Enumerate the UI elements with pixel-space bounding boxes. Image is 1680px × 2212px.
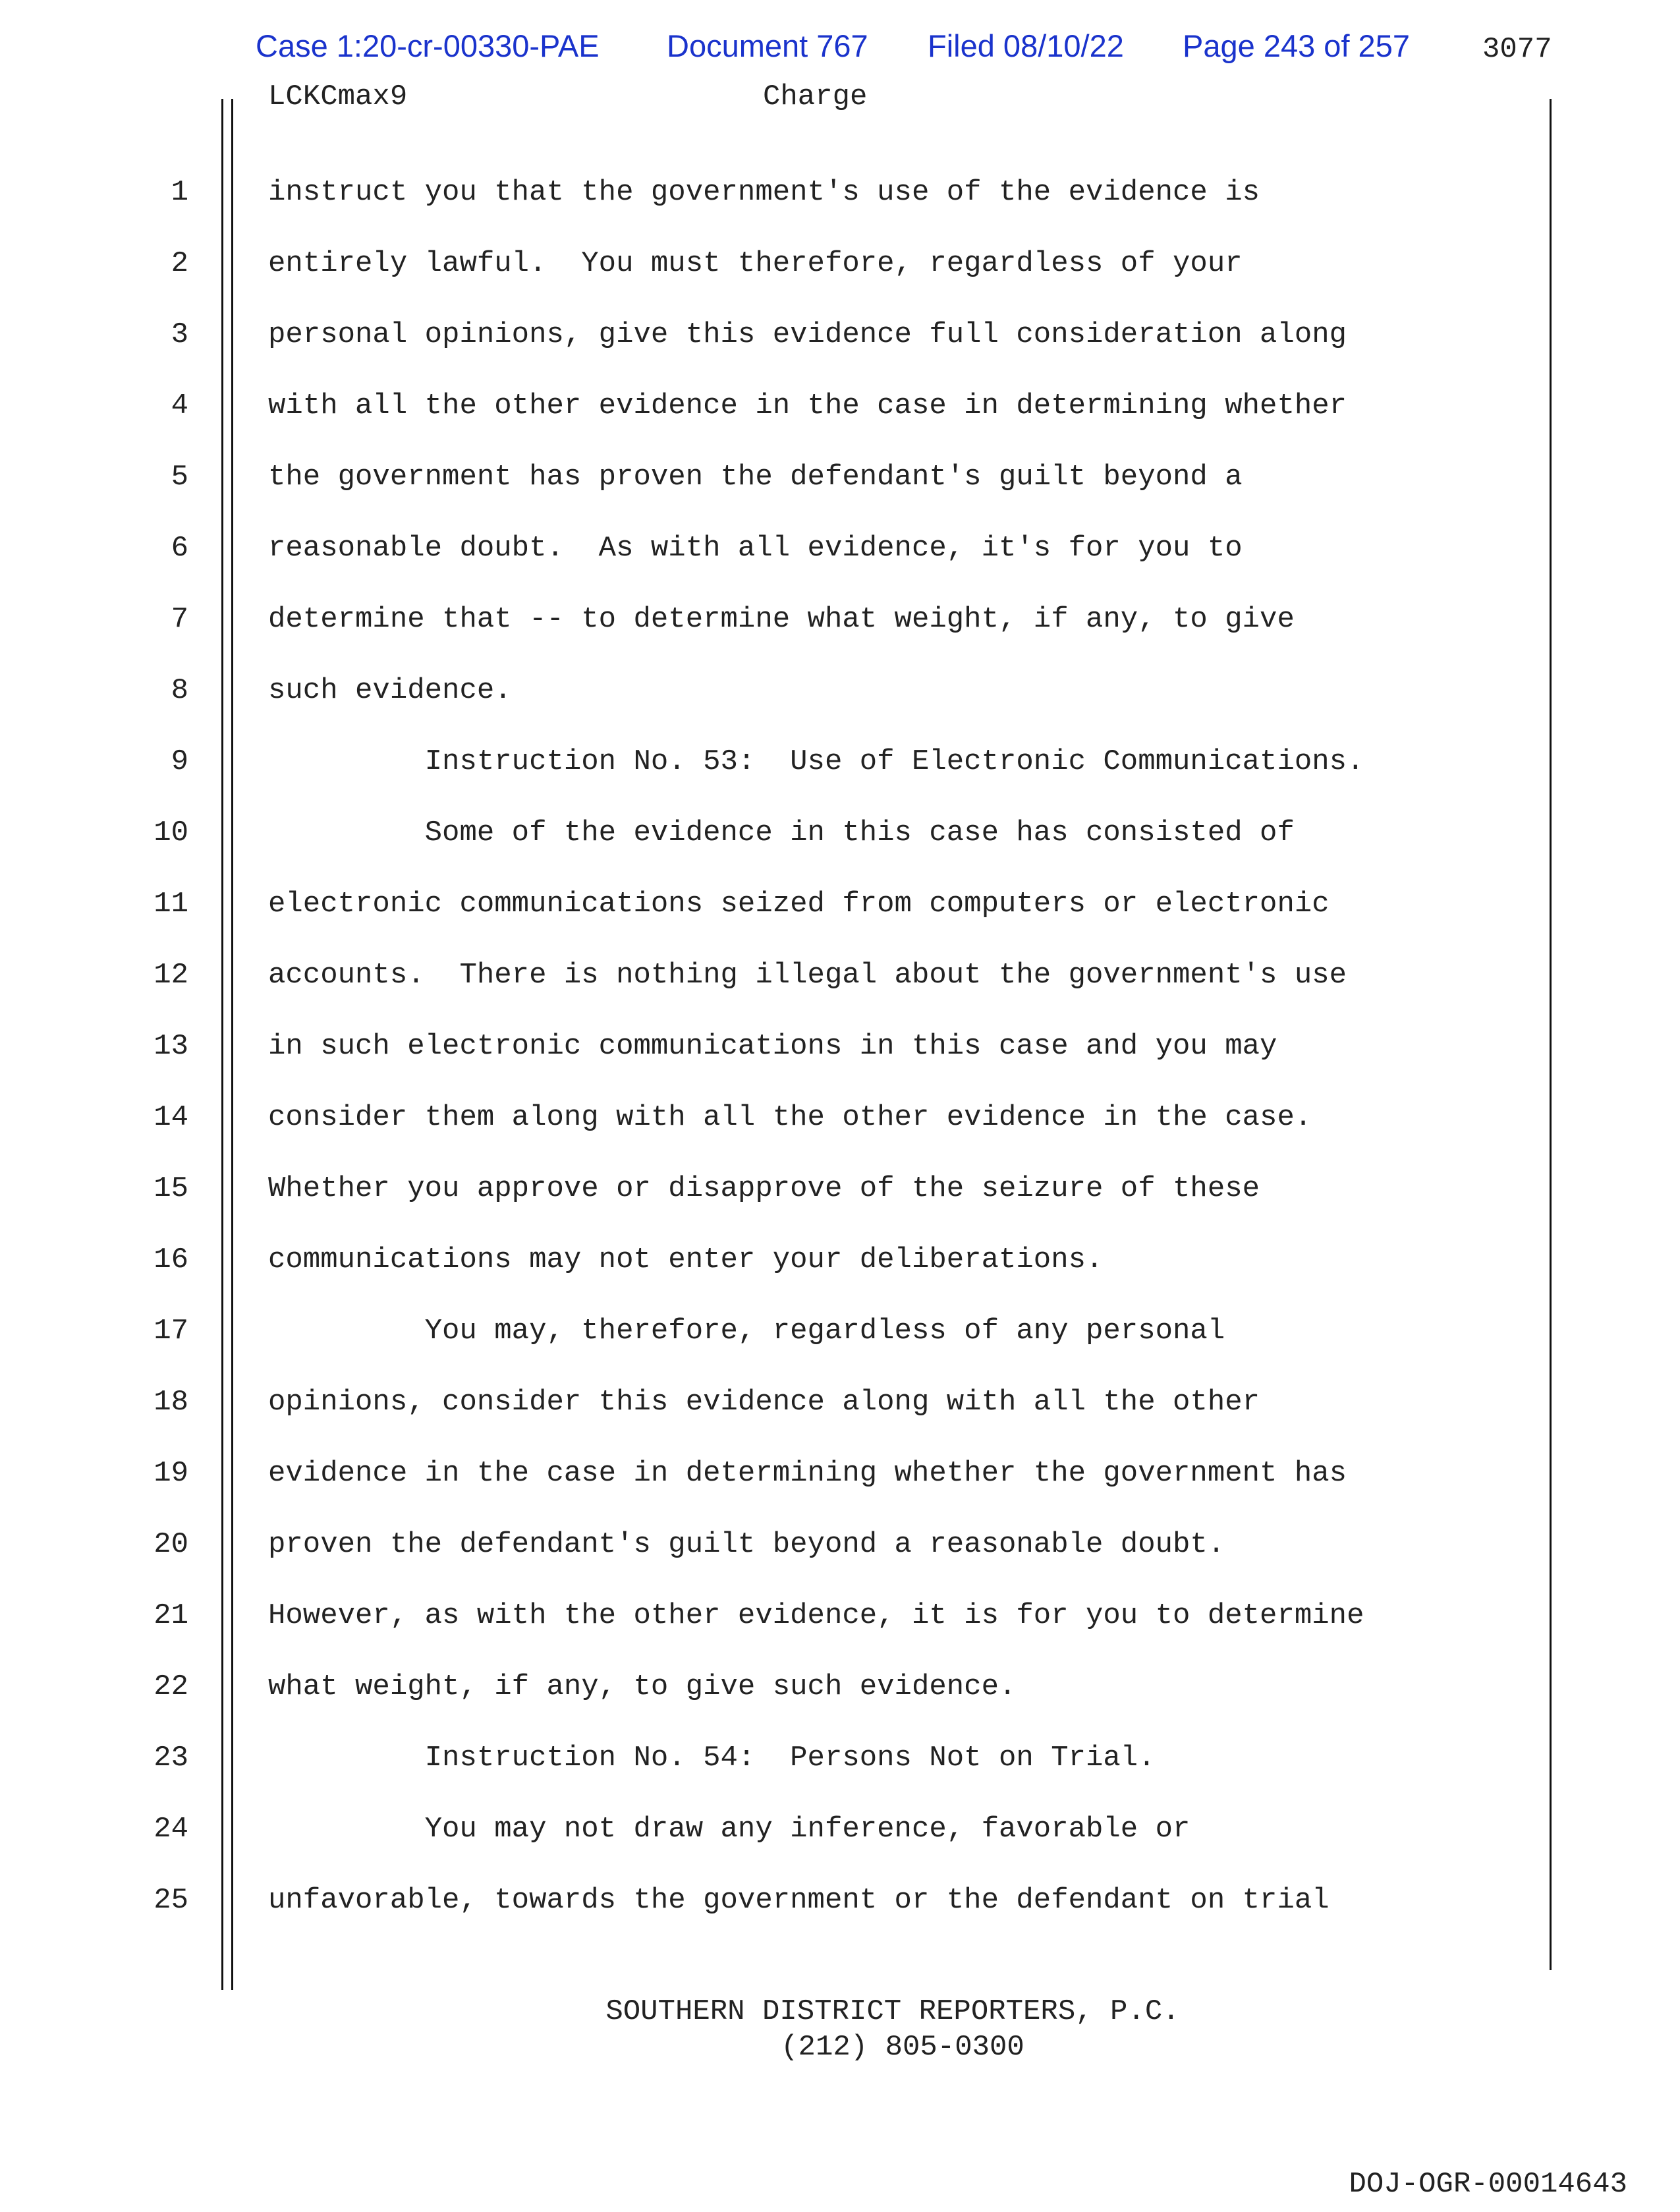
line-number: 8 — [171, 674, 188, 707]
line-number: 6 — [171, 532, 188, 565]
line-number: 12 — [154, 959, 188, 992]
line-number: 10 — [154, 816, 188, 849]
line-number: 9 — [171, 745, 188, 778]
transcript-line — [0, 1596, 1680, 1667]
line-text: Whether you approve or disapprove of the seizure of these — [268, 1172, 1260, 1205]
line-number: 18 — [154, 1386, 188, 1419]
line-number: 20 — [154, 1528, 188, 1561]
transcript-line — [0, 1881, 1680, 1952]
transcript-line — [0, 742, 1680, 813]
caption-id: LCKCmax9 — [268, 80, 408, 113]
transcript-line — [0, 1454, 1680, 1525]
line-number: 3 — [171, 318, 188, 351]
footer-phone: (212) 805-0300 — [781, 2031, 1024, 2064]
line-text: communications may not enter your deliberations. — [268, 1243, 1104, 1276]
line-text: However, as with the other evidence, it is for you to determine — [268, 1599, 1364, 1632]
line-text: reasonable doubt. As with all evidence, it's for you to — [268, 532, 1243, 565]
line-text: Instruction No. 54: Persons Not on Trial. — [268, 1742, 1156, 1774]
transcript-line — [0, 813, 1680, 884]
line-number: 2 — [171, 247, 188, 280]
transcript-line — [0, 173, 1680, 244]
transcript-line — [0, 1027, 1680, 1098]
line-text: Some of the evidence in this case has consisted of — [268, 816, 1295, 849]
footer-reporter: SOUTHERN DISTRICT REPORTERS, P.C. — [605, 1995, 1180, 2028]
transcript-line — [0, 1240, 1680, 1311]
line-number: 11 — [154, 888, 188, 921]
transcript-line — [0, 528, 1680, 600]
line-text: in such electronic communications in this case and you may — [268, 1030, 1277, 1063]
line-text: the government has proven the defendant's guilt beyond a — [268, 461, 1243, 494]
line-number: 5 — [171, 461, 188, 494]
ecf-filing-header — [250, 28, 1436, 74]
transcript-line — [0, 244, 1680, 315]
line-number: 19 — [154, 1457, 188, 1490]
transcript-line — [0, 884, 1680, 955]
line-text: what weight, if any, to give such evidence. — [268, 1670, 1017, 1703]
line-text: You may not draw any inference, favorable or — [268, 1813, 1190, 1846]
transcript-body — [0, 173, 1680, 1952]
bates-number: DOJ-OGR-00014643 — [1349, 2168, 1627, 2201]
line-number: 7 — [171, 603, 188, 636]
line-text: electronic communications seized from computers or electronic — [268, 888, 1330, 921]
transcript-line — [0, 457, 1680, 528]
line-number: 14 — [154, 1101, 188, 1134]
line-number: 25 — [154, 1884, 188, 1917]
line-text: evidence in the case in determining whether the government has — [268, 1457, 1347, 1490]
line-text: accounts. There is nothing illegal about the government's use — [268, 959, 1347, 992]
transcript-page-number: 3077 — [1482, 33, 1552, 66]
line-number: 24 — [154, 1813, 188, 1846]
transcript-line — [0, 315, 1680, 386]
line-text: with all the other evidence in the case in determining whether — [268, 389, 1347, 422]
transcript-line — [0, 1098, 1680, 1169]
line-text: consider them along with all the other evidence in the case. — [268, 1101, 1312, 1134]
transcript-line — [0, 955, 1680, 1027]
line-number: 22 — [154, 1670, 188, 1703]
line-text: You may, therefore, regardless of any personal — [268, 1315, 1225, 1347]
ecf-page-count: Page 243 of 257 — [1183, 28, 1410, 63]
line-text: instruct you that the government's use of the evidence is — [268, 176, 1260, 209]
line-text: proven the defendant's guilt beyond a reasonable doubt. — [268, 1528, 1225, 1561]
filed-date: Filed 08/10/22 — [928, 28, 1124, 63]
transcript-line — [0, 600, 1680, 671]
line-text: opinions, consider this evidence along with all the other — [268, 1386, 1260, 1419]
transcript-line — [0, 386, 1680, 457]
line-number: 23 — [154, 1742, 188, 1774]
transcript-line — [0, 1667, 1680, 1738]
transcript-line — [0, 1525, 1680, 1596]
transcript-line — [0, 671, 1680, 742]
line-number: 1 — [171, 176, 188, 209]
line-number: 21 — [154, 1599, 188, 1632]
transcript-line — [0, 1382, 1680, 1454]
transcript-line — [0, 1169, 1680, 1240]
transcript-line — [0, 1311, 1680, 1382]
document-number: Document 767 — [667, 28, 868, 63]
line-text: determine that -- to determine what weight, if any, to give — [268, 603, 1295, 636]
line-number: 16 — [154, 1243, 188, 1276]
line-text: entirely lawful. You must therefore, regardless of your — [268, 247, 1243, 280]
line-text: Instruction No. 53: Use of Electronic Communications. — [268, 745, 1364, 778]
line-number: 4 — [171, 389, 188, 422]
line-number: 15 — [154, 1172, 188, 1205]
case-number: Case 1:20-cr-00330-PAE — [256, 28, 600, 63]
line-number: 17 — [154, 1315, 188, 1347]
transcript-line — [0, 1738, 1680, 1809]
transcript-line — [0, 1809, 1680, 1881]
line-number: 13 — [154, 1030, 188, 1063]
line-text: personal opinions, give this evidence full consideration along — [268, 318, 1347, 351]
line-text: unfavorable, towards the government or the defendant on trial — [268, 1884, 1330, 1917]
line-text: such evidence. — [268, 674, 512, 707]
caption-section: Charge — [763, 80, 868, 113]
